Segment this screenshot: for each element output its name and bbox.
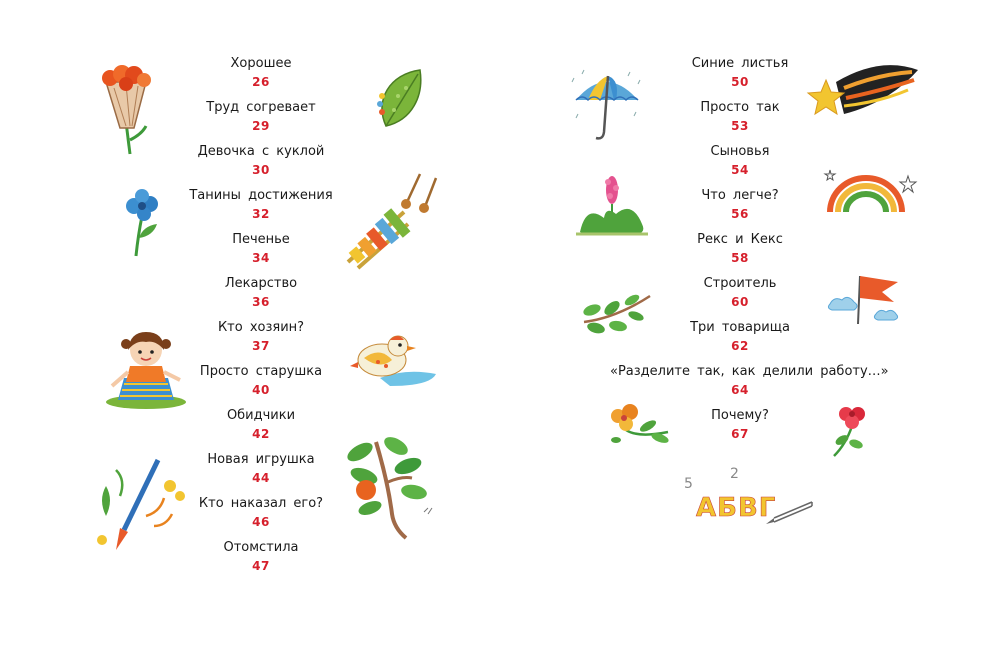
toc-entry[interactable] [610, 230, 870, 274]
toc-page-number: 64 [731, 383, 749, 397]
toc-title: Просто старушка [199, 364, 323, 379]
toc-title: Обидчики [226, 408, 296, 423]
toc-page-number: 46 [252, 515, 270, 529]
red-rose-icon [828, 404, 876, 460]
toc-entry[interactable] [131, 274, 391, 318]
toc-title: Кто хозяин? [217, 320, 305, 335]
toc-page-number: 53 [731, 119, 749, 133]
toc-page-number: 37 [252, 339, 270, 353]
umbrella-icon [572, 64, 644, 144]
toc-title: Лекарство [224, 276, 298, 291]
toc-page-number: 67 [731, 427, 749, 441]
toc-title: Что легче? [701, 188, 779, 203]
paintbrush-icon [96, 456, 192, 552]
toc-entry[interactable] [131, 54, 391, 98]
bird-icon [350, 332, 438, 388]
shooting-star-icon [800, 62, 920, 134]
green-twig-icon [580, 292, 652, 334]
toc-title: Танины достижения [189, 188, 333, 203]
toc-entry[interactable] [131, 98, 391, 142]
toc-page-number: 29 [252, 119, 270, 133]
toc-title: Кто наказал его? [198, 496, 324, 511]
toc-page-number: 44 [252, 471, 270, 485]
toc-title: Строитель [703, 276, 777, 291]
toc-page-number: 40 [252, 383, 270, 397]
toc-title: Сыновья [710, 144, 770, 159]
blue-flower-icon [122, 192, 166, 258]
toc-title: «Разделите так, как делили работу…» [610, 364, 889, 379]
toc-page-number: 42 [252, 427, 270, 441]
toc-page-number: 54 [731, 163, 749, 177]
orange-branch-icon [344, 432, 440, 544]
alphabet-digit-a: 5 [684, 476, 693, 492]
toc-page-number: 26 [252, 75, 270, 89]
toc-page-number: 32 [252, 207, 270, 221]
toc-title: Почему? [711, 408, 769, 423]
flower-bouquet-icon [96, 62, 156, 154]
red-flag-icon [828, 274, 908, 328]
alphabet-letters: АБВГ [696, 493, 777, 523]
toc-page-number: 58 [731, 251, 749, 265]
toc-title: Труд согревает [206, 100, 316, 115]
toc-title: Хорошее [230, 56, 292, 71]
toc-title: Новая игрушка [207, 452, 315, 467]
toc-page-number: 36 [252, 295, 270, 309]
orange-flower-icon [608, 402, 674, 448]
toc-title: Печенье [232, 232, 290, 247]
toc-title: Просто так [700, 100, 780, 115]
toc-title: Три товарища [690, 320, 790, 335]
toc-title: Рекс и Кекс [697, 232, 783, 247]
toc-title: Отомстила [223, 540, 299, 555]
toc-title: Синие листья [691, 56, 789, 71]
toc-page-number: 62 [731, 339, 749, 353]
toc-page-number: 30 [252, 163, 270, 177]
girl-sitting-icon [104, 330, 188, 410]
toc-page-number: 60 [731, 295, 749, 309]
toc-title: Девочка с куклой [197, 144, 325, 159]
green-leaf-icon [372, 66, 426, 130]
xylophone-icon [344, 172, 440, 270]
alphabet-pencil-icon [680, 466, 820, 530]
toc-page-number: 34 [252, 251, 270, 265]
alphabet-digit-b: 2 [730, 466, 739, 482]
pink-flower-bush-icon [576, 174, 648, 238]
toc-entry[interactable] [610, 362, 889, 406]
toc-page-number: 50 [731, 75, 749, 89]
toc-page-number: 56 [731, 207, 749, 221]
rainbow-icon [824, 166, 916, 216]
toc-page-number: 47 [252, 559, 270, 573]
